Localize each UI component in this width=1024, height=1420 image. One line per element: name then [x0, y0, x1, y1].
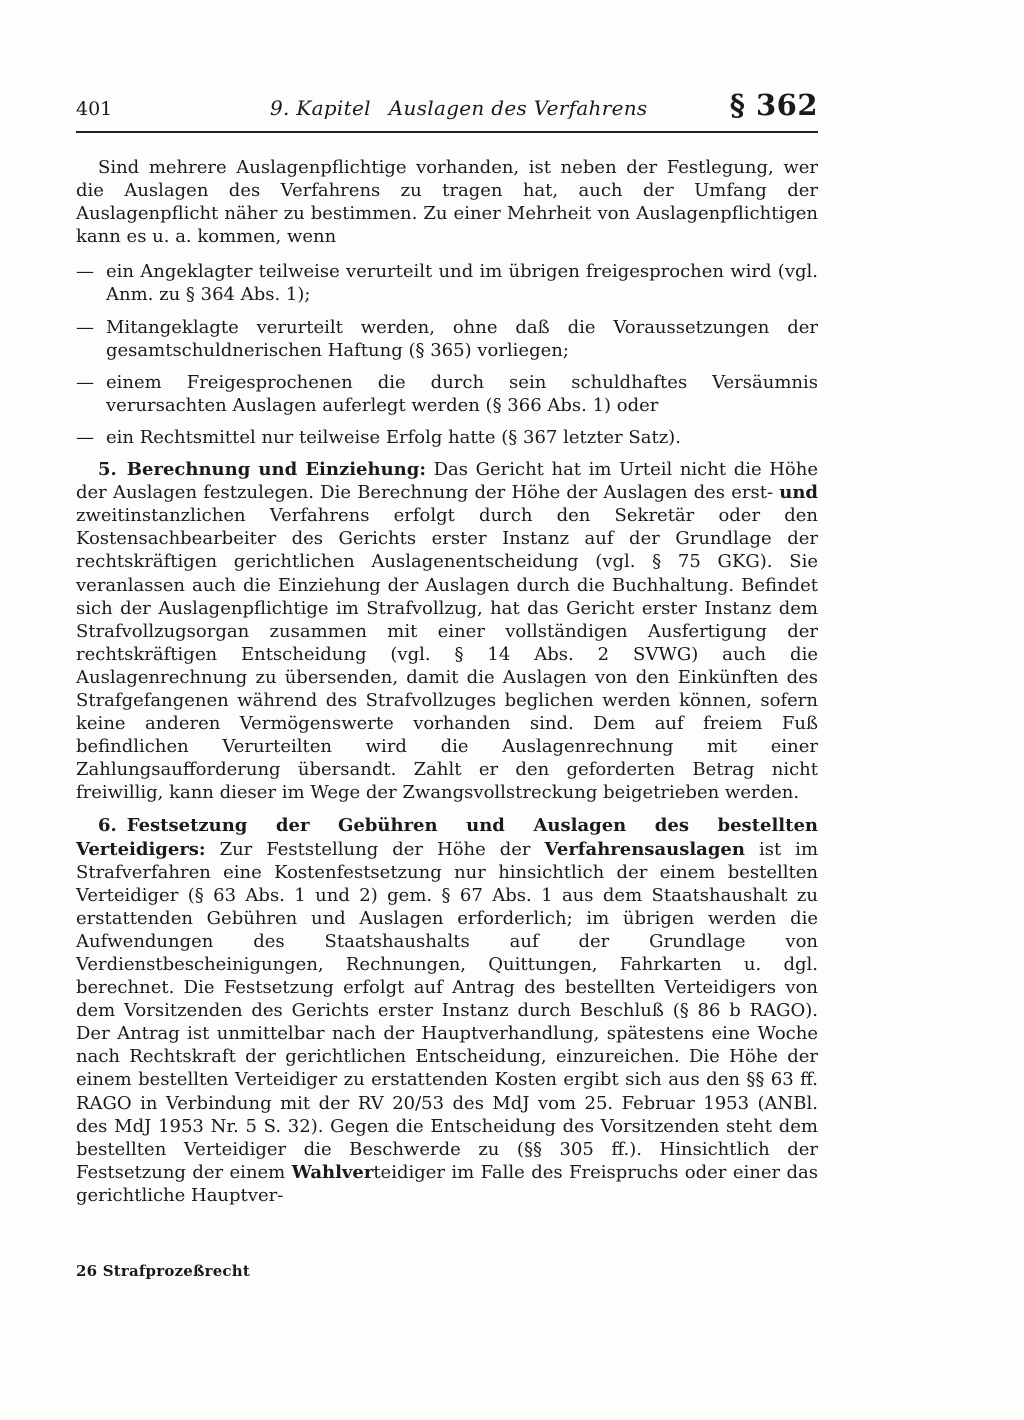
section-6-number: 6.: [98, 815, 117, 837]
section-5-text-a: Das Gericht hat im Urteil nicht die Höhe der Auslagen festzulegen. Die Berechnung der Höhe der Auslagen des erst-: [76, 459, 818, 504]
running-title: [270, 96, 647, 120]
list-item-text: einem Freigesprochenen die durch sein schuldhaftes Versäumnis verursachten Auslagen auferlegt werden (§ 366 Abs. 1) oder: [106, 371, 818, 416]
section-6-text-a: Zur Feststellung der Höhe der: [219, 838, 531, 860]
list-item-text: Mitangeklagte verurteilt werden, ohne daß die Voraussetzungen der gesamtschuldnerischen Haftung (§ 365) vorliegen;: [106, 316, 818, 361]
section-6-bold-1: Verfahrensauslagen: [544, 838, 745, 860]
header-rule: [76, 131, 818, 133]
dash-list: [76, 260, 818, 449]
list-item: [76, 260, 818, 306]
page-number: 401: [76, 98, 113, 120]
section-5-text-b: zweitinstanzlichen Verfahrens erfolgt durch den Sekretär oder den Kostensachbearbeiter des Gerichts erster Instanz auf der Grundlage der rechtskräftigen gerichtlichen Auslagenentscheidung (vgl. § 75 GKG). Sie veranlassen auch die Einziehung der Auslagen durch die Buchhaltung. Befindet sich der Auslagenpflichtige im Strafvollzug, hat das Gericht erster Instanz dem Strafvollzugsorgan zusammen mit einer vollständigen Ausfertigung der rechtskräftigen Entscheidung (vgl. § 14 Abs. 2 SVWG) auch die Auslagenrechnung zu übersenden, damit die Auslagen von den Einkünften des Strafgefangenen während des Strafvollzuges beglichen werden können, sofern keine anderen Vermögenswerte vorhanden sind. Dem auf freiem Fuß befindlichen Verurteilten wird die Auslagenrechnung mit einer Zahlungsaufforderung übersandt. Zahlt er den geforderten Betrag nicht freiwillig, kann dieser im Wege der Zwangsvollstreckung beigetrieben werden.: [76, 505, 818, 804]
section-mark: § 362: [729, 88, 818, 122]
section-6-text-c: teidiger im Falle des Freispruchs oder einer das gerichtliche Hauptver-: [76, 1161, 818, 1206]
page-header: [76, 88, 818, 132]
dash-marker: —: [76, 426, 94, 448]
section-5-paragraph: [76, 458, 818, 804]
list-item-text: ein Angeklagter teilweise verurteilt und im übrigen freigesprochen wird (vgl. Anm. zu § 364 Abs. 1);: [106, 261, 818, 306]
section-6-bold-2: Wahlver: [291, 1161, 374, 1183]
list-item: [76, 426, 818, 449]
dash-marker: —: [76, 261, 94, 283]
section-5-und: und: [779, 482, 818, 504]
section-5-number: 5.: [98, 459, 117, 481]
chapter-label: 9. Kapitel: [270, 96, 371, 120]
list-item: [76, 371, 818, 417]
section-6-text-b: ist im Strafverfahren eine Kostenfestsetzung nur hinsichtlich der einem bestellten Verteidiger (§ 63 Abs. 1 und 2) gem. § 67 Abs. 1 aus dem Staatshaushalt zu erstattenden Gebühren und Auslagen erforderlich; im übrigen werden die Aufwendungen des Staatshaushalts auf der Grundlage von Verdienstbescheinigungen, Rechnungen, Quittungen, Fahrkarten u. dgl. berechnet. Die Festsetzung erfolgt auf Antrag des bestellten Verteidigers von dem Vorsitzenden des Gerichts erster Instanz durch Beschluß (§ 86 b RAGO). Der Antrag ist unmittelbar nach der Hauptverhandlung, spätestens eine Woche nach Rechtskraft der gerichtlichen Entscheidung, einzureichen. Die Höhe der einem bestellten Verteidiger zu erstattenden Kosten ergibt sich aus den §§ 63 ff. RAGO in Verbindung mit der RV 20/53 des MdJ vom 25. Februar 1953 (ANBl. des MdJ 1953 Nr. 5 S. 32). Gegen die Entscheidung des Vorsitzenden steht dem bestellten Verteidiger die Beschwerde zu (§§ 305 ff.). Hinsichtlich der Festsetzung der einem: [76, 838, 819, 1183]
section-5-heading: Berechnung und Einziehung:: [126, 459, 426, 481]
dash-marker: —: [76, 371, 94, 393]
list-item-text: ein Rechtsmittel nur teilweise Erfolg hatte (§ 367 letzter Satz).: [106, 426, 681, 448]
dash-marker: —: [76, 316, 94, 338]
intro-paragraph: Sind mehrere Auslagenpflichtige vorhanden, ist neben der Festlegung, wer die Auslagen des Verfahrens zu tragen hat, auch der Umfang der Auslagenpflicht näher zu bestimmen. Zu einer Mehrheit von Auslagenpflichtigen kann es u. a. kommen, wenn: [76, 157, 818, 248]
page-footer: 26 Strafprozeßrecht: [76, 1262, 251, 1280]
body-text: [76, 156, 818, 1207]
chapter-title: Auslagen des Verfahrens: [388, 96, 648, 120]
list-item: [76, 316, 818, 362]
section-6-paragraph: [76, 814, 818, 1207]
section-6-heading: Festsetzung der Gebühren und Auslagen des bestellten Verteidigers:: [76, 815, 818, 860]
